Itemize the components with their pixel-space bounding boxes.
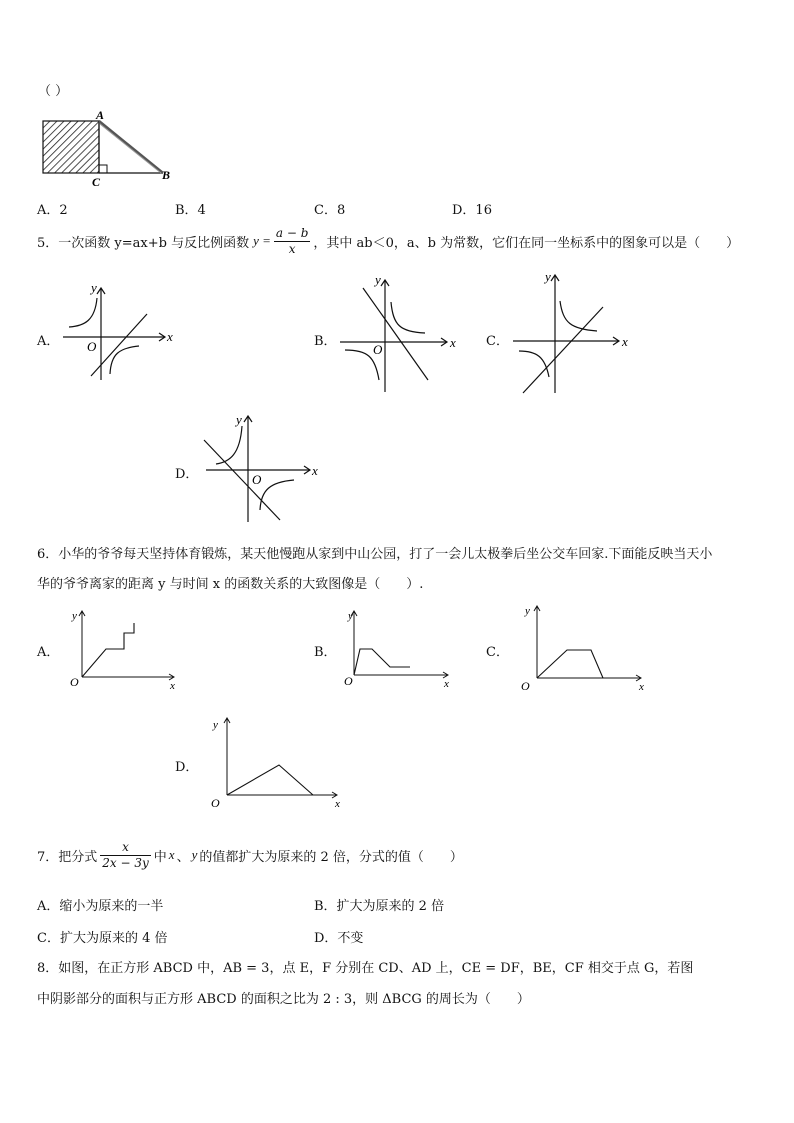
q6a-axis-x: x: [170, 680, 175, 690]
q5b-axis-y: y: [375, 272, 381, 287]
q6a-axis-y: y: [72, 610, 77, 622]
q7-frac-num: x: [100, 840, 151, 856]
q5b-hyperbola-q1: [391, 302, 425, 333]
q6b-axis-x: x: [444, 678, 449, 690]
q6b-origin: O: [344, 674, 353, 688]
q6-graph-c: [515, 600, 650, 695]
q5a-axis-y: y: [91, 280, 97, 295]
q6-graph-d: [205, 712, 350, 812]
q4-label-b: B: [162, 168, 171, 182]
q6c-axis-y: y: [525, 605, 530, 617]
q7-pre: 7．把分式: [37, 849, 98, 865]
q5-graph-b: [335, 270, 465, 395]
q5d-hyperbola-q2: [216, 426, 242, 464]
q5a-origin: O: [87, 339, 97, 354]
q4-option-c[interactable]: C．8: [314, 203, 346, 218]
q5-option-d[interactable]: D．: [175, 467, 199, 482]
q5c-hyperbola-q1: [560, 301, 597, 331]
q5a-hyperbola-q2: [69, 298, 97, 327]
q7-option-c[interactable]: C．扩大为原来的 4 倍: [37, 931, 168, 946]
q5b-origin: O: [373, 342, 383, 357]
q6c-origin: O: [521, 679, 530, 693]
q5-fraction: [274, 226, 311, 257]
q6-option-b[interactable]: B．: [314, 645, 337, 660]
q5-option-a[interactable]: A．: [37, 334, 60, 349]
q7-sep: 、: [176, 849, 190, 865]
q5d-origin: O: [252, 472, 262, 487]
q5-y-eq: y =: [253, 233, 271, 248]
q5c-axis-x: x: [622, 334, 628, 349]
q6d-curve: [227, 765, 313, 795]
q4-option-a[interactable]: A．2: [37, 203, 68, 218]
q5-graph-d: [198, 410, 328, 525]
q6-line1: 6．小华的爷爷每天坚持体育锻炼，某天他慢跑从家到中山公园，打了一会儿太极拳后坐公交车回家.下面能反映当天小: [37, 547, 713, 562]
q5c-axis-y: y: [545, 269, 551, 284]
q6d-axis-x: x: [335, 798, 340, 810]
q5c-line: [523, 307, 603, 393]
q6-graph-b: [340, 605, 460, 690]
q4-option-d[interactable]: D．16: [452, 203, 492, 218]
q4-option-b[interactable]: B．4: [175, 203, 206, 218]
q5a-axis-x: x: [167, 329, 173, 344]
q5-text-pre: 5．一次函数 y=ax+b 与反比例函数: [37, 235, 250, 251]
q5c-hyperbola-q3: [519, 351, 549, 377]
q6a-origin: O: [70, 675, 79, 689]
q8-line1: 8．如图，在正方形 ABCD 中，AB = 3，点 E，F 分别在 CD、AD 上，CE = DF，BE，CF 相交于点 G，若图: [37, 961, 694, 976]
q5-frac-den: x: [288, 241, 296, 256]
q4-shaded-square: [43, 121, 99, 173]
q6b-axis-y: y: [348, 610, 353, 622]
q4-label-a: A: [96, 108, 105, 122]
q4-figure: [30, 105, 180, 190]
q7-var-x: x: [168, 847, 175, 862]
q6d-axis-y: y: [213, 719, 218, 731]
q5-graph-a: [55, 278, 185, 383]
q6c-curve: [537, 650, 603, 678]
q6d-origin: O: [211, 796, 220, 810]
q7-var-y: y: [191, 847, 198, 862]
q6a-curve: [82, 623, 134, 677]
q4-label-c: C: [92, 175, 101, 189]
q8-line2: 中阴影部分的面积与正方形 ABCD 的面积之比为 2 : 3，则 ΔBCG 的周长为（ ）: [37, 992, 530, 1007]
q6-line2: 华的爷爷离家的距离 y 与时间 x 的函数关系的大致图像是（ ）.: [37, 577, 424, 592]
q5-frac-num: a − b: [275, 225, 309, 240]
q5b-line: [363, 288, 428, 380]
q4-segment-ab: [99, 121, 163, 173]
q7-option-d[interactable]: D．不变: [314, 931, 364, 946]
q4-answer-paren: （ ）: [38, 84, 69, 99]
q5d-line: [204, 440, 280, 520]
q5d-hyperbola-q4: [260, 480, 294, 510]
q5d-axis-x: x: [312, 463, 318, 478]
q6c-axis-x: x: [639, 681, 644, 693]
q5-graph-c: [505, 265, 635, 395]
q6-option-d[interactable]: D．: [175, 760, 199, 775]
q7-stem: [37, 836, 463, 874]
q7-fraction: [100, 840, 151, 871]
q7-post: 的值都扩大为原来的 2 倍，分式的值（ ）: [199, 849, 463, 865]
q7-option-b[interactable]: B．扩大为原来的 2 倍: [314, 899, 445, 914]
q5a-line: [91, 314, 147, 376]
q5-option-b[interactable]: B．: [314, 334, 337, 349]
q7-mid: 中: [153, 849, 167, 865]
q5d-axis-y: y: [236, 412, 242, 427]
q5b-axis-x: x: [450, 335, 456, 350]
q7-option-a[interactable]: A．缩小为原来的一半: [37, 899, 164, 914]
q5-option-c[interactable]: C．: [486, 334, 509, 349]
q6b-curve: [354, 649, 410, 675]
q6-graph-a: [66, 605, 196, 690]
q5-stem: [37, 225, 739, 257]
q6-option-a[interactable]: A．: [37, 645, 60, 660]
q6-option-c[interactable]: C．: [486, 645, 509, 660]
q7-frac-den: 2x − 3y: [102, 855, 149, 870]
q5-text-post: ，其中 ab＜0，a、b 为常数，它们在同一坐标系中的图象可以是（ ）: [313, 235, 740, 251]
q4-right-angle-mark: [99, 165, 107, 173]
